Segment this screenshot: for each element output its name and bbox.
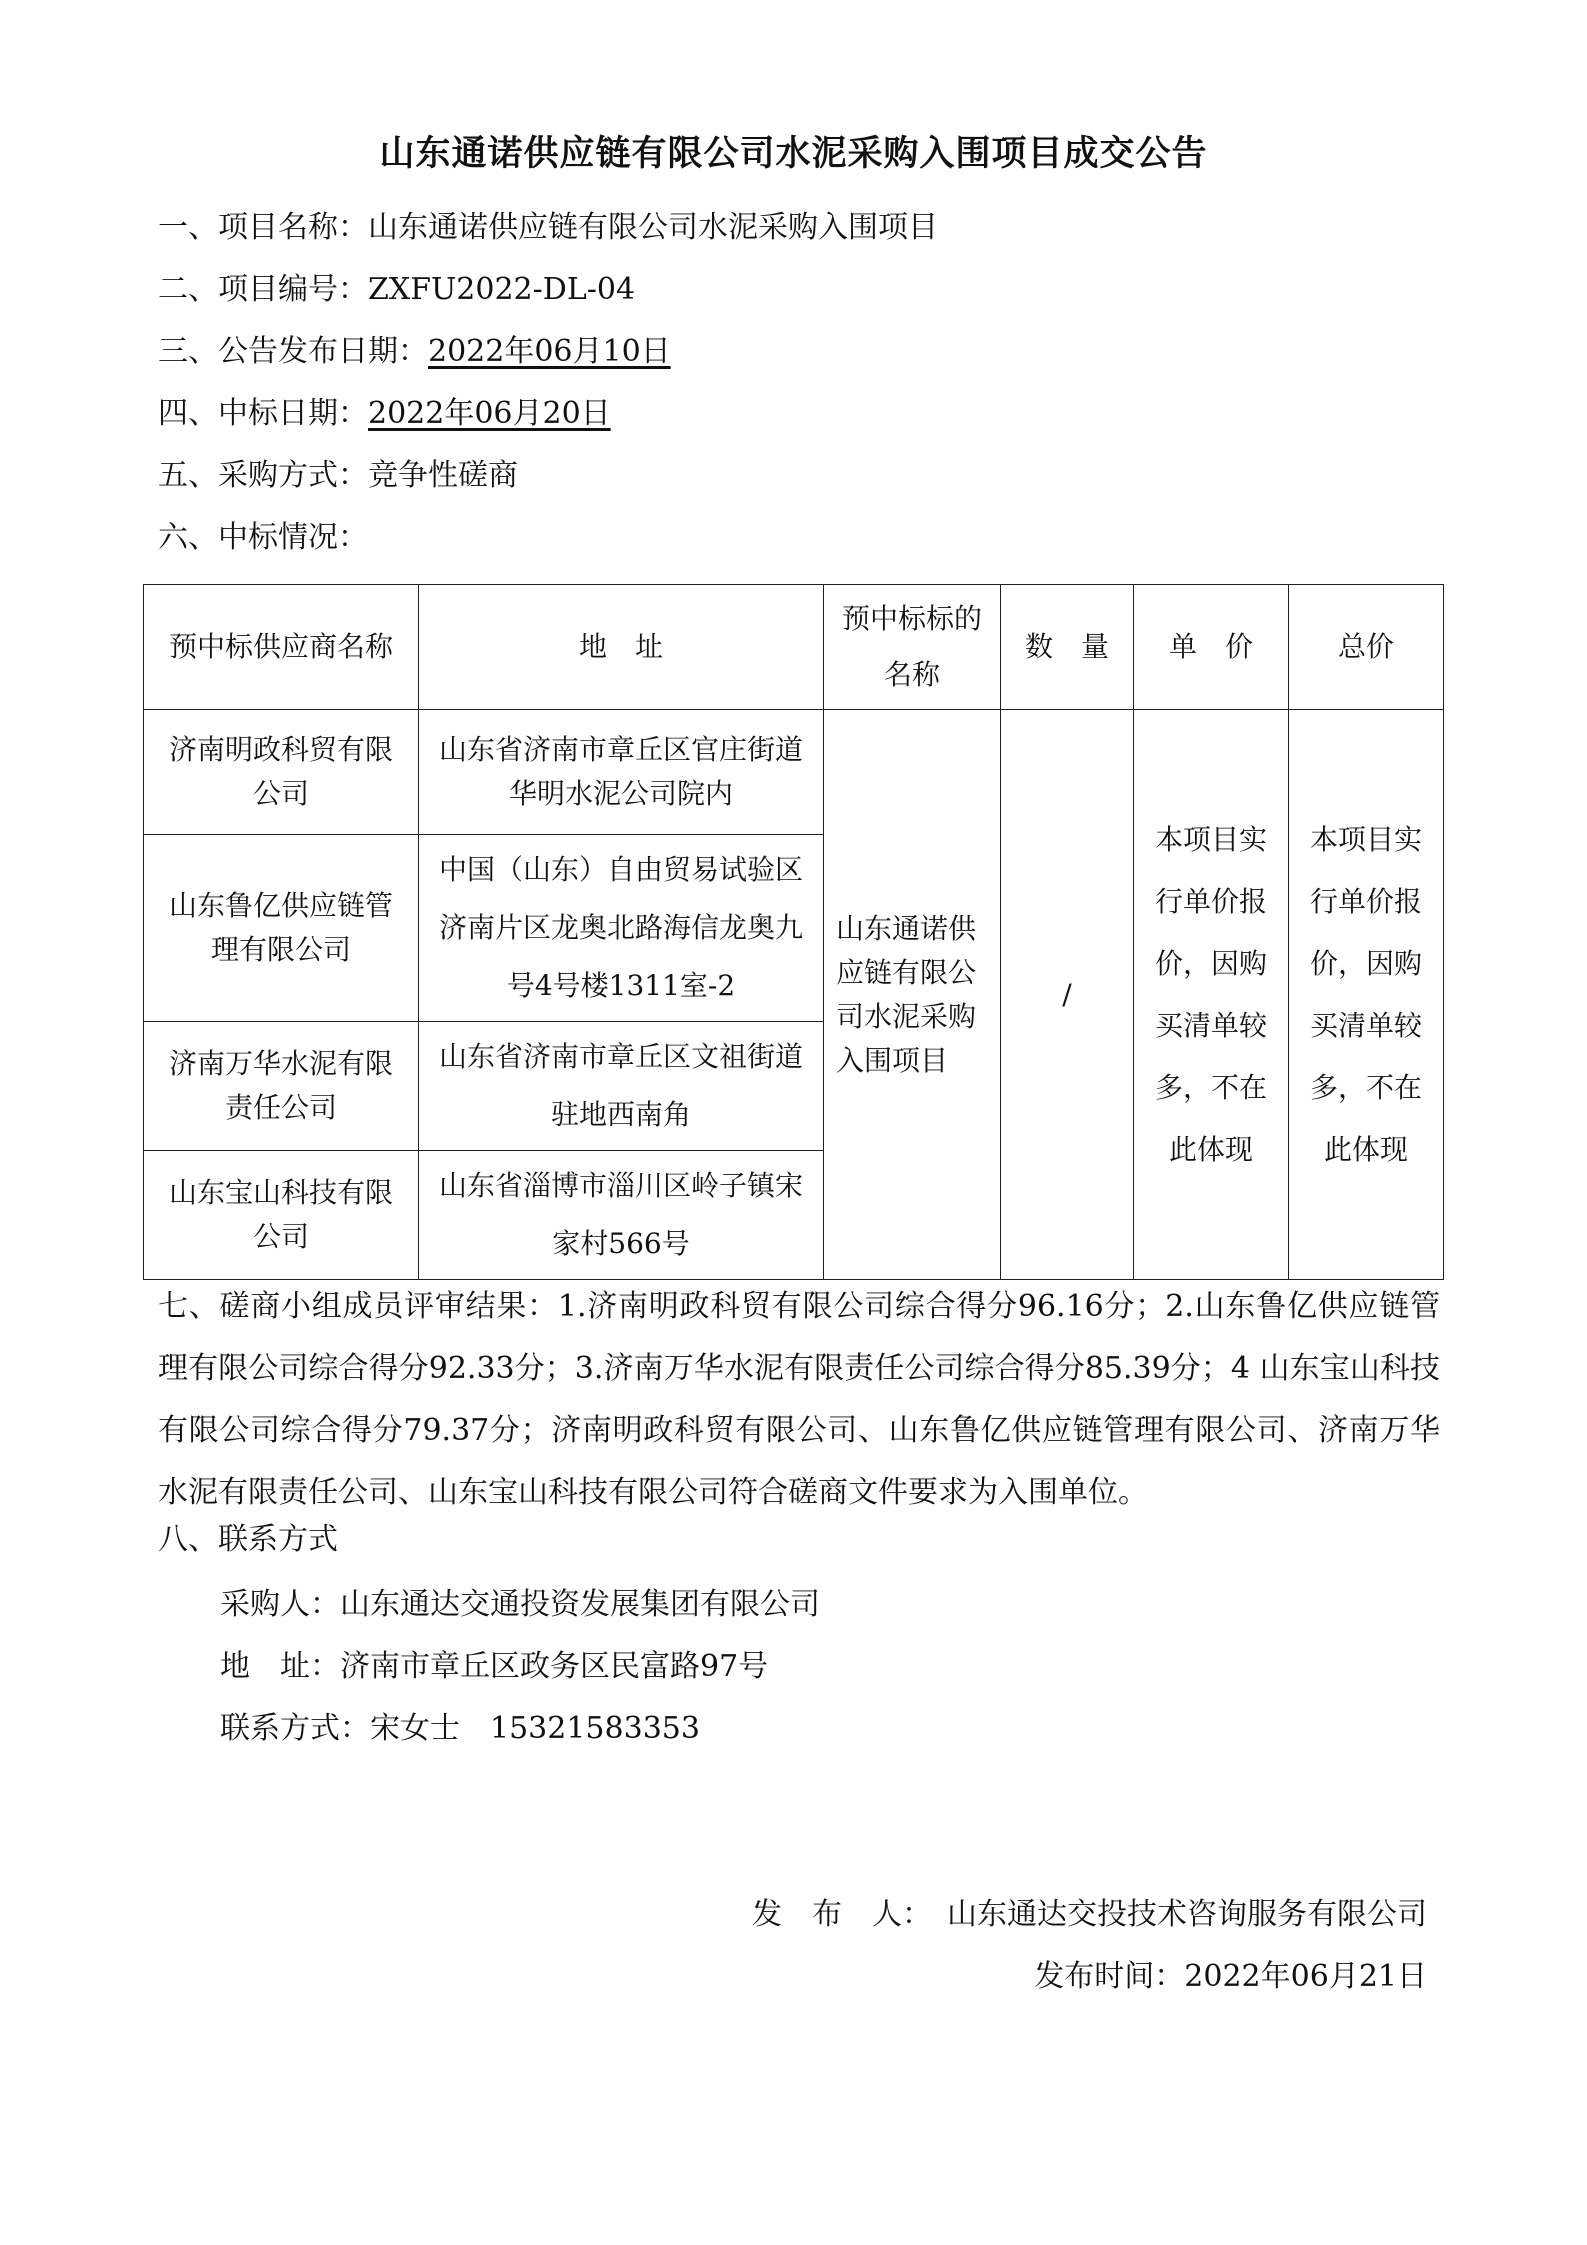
- method-label: 五、采购方式：: [158, 458, 368, 493]
- header-subject: 预中标标的名称: [824, 585, 1001, 710]
- publish-date-line: [158, 332, 671, 372]
- contact-phone-line: 联系方式：宋女士 15321583353: [220, 1711, 700, 1746]
- buyer-address-line: 地 址：济南市章丘区政务区民富路97号: [220, 1649, 769, 1684]
- address-cell: 山东省济南市章丘区官庄街道华明水泥公司院内: [419, 710, 824, 835]
- header-supplier: 预中标供应商名称: [144, 585, 419, 710]
- method-line: [158, 456, 518, 496]
- buyer-line: 采购人：山东通达交通投资发展集团有限公司: [220, 1587, 820, 1622]
- project-code-label: 二、项目编号：: [158, 272, 368, 307]
- supplier-cell: 济南明政科贸有限公司: [144, 710, 419, 835]
- address-cell: 中国（山东）自由贸易试验区济南片区龙奥北路海信龙奥九号4号楼1311室-2: [419, 835, 824, 1022]
- review-result-paragraph: 七、磋商小组成员评审结果：1.济南明政科贸有限公司综合得分96.16分；2.山东鲁亿供应链管理有限公司综合得分92.33分；3.济南万华水泥有限责任公司综合得分85.39分；4 山东宝山科技有限公司综合得分79.37分；济南明政科贸有限公司、山东鲁亿供应链管理有限公司、济南万华水泥有限责任公司、山东宝山科技有限公司符合磋商文件要求为入围单位。: [158, 1289, 1440, 1510]
- quantity-cell: /: [1001, 710, 1134, 1280]
- header-address: 地 址: [419, 585, 824, 710]
- supplier-cell: 山东宝山科技有限公司: [144, 1151, 419, 1280]
- header-total-price: 总价: [1289, 585, 1444, 710]
- award-heading: 六、中标情况：: [158, 520, 368, 555]
- award-table: [143, 584, 1444, 1280]
- supplier-cell: 山东鲁亿供应链管理有限公司: [144, 835, 419, 1022]
- contact-heading: 八、联系方式: [158, 1522, 338, 1557]
- award-date-line: [158, 394, 611, 434]
- project-name-line: [158, 208, 938, 248]
- header-quantity: 数 量: [1001, 585, 1134, 710]
- publish-date-label: 三、公告发布日期：: [158, 334, 428, 369]
- total-price-cell: 本项目实行单价报价，因购买清单较多，不在此体现: [1289, 710, 1444, 1280]
- unit-price-cell: 本项目实行单价报价，因购买清单较多，不在此体现: [1134, 710, 1289, 1280]
- address-cell: 山东省济南市章丘区文祖街道驻地西南角: [419, 1022, 824, 1151]
- table-row: [144, 710, 1444, 835]
- address-cell: 山东省淄博市淄川区岭子镇宋家村566号: [419, 1151, 824, 1280]
- project-code-line: [158, 270, 635, 310]
- publisher-line: 发 布 人： 山东通达交投技术咨询服务有限公司: [752, 1897, 1427, 1932]
- project-name-value: 山东通诺供应链有限公司水泥采购入围项目: [368, 210, 938, 245]
- notice-title: 山东通诺供应链有限公司水泥采购入围项目成交公告: [379, 133, 1208, 174]
- method-value: 竞争性磋商: [368, 458, 518, 493]
- header-unit-price: 单 价: [1134, 585, 1289, 710]
- table-header-row: [144, 585, 1444, 710]
- supplier-cell: 济南万华水泥有限责任公司: [144, 1022, 419, 1151]
- publish-date-value: 2022年06月10日: [428, 334, 671, 369]
- subject-cell: 山东通诺供应链有限公司水泥采购入围项目: [824, 710, 1001, 1280]
- project-code-value: ZXFU2022-DL-04: [368, 272, 636, 307]
- project-name-label: 一、项目名称：: [158, 210, 368, 245]
- award-date-value: 2022年06月20日: [368, 396, 611, 431]
- award-date-label: 四、中标日期：: [158, 396, 368, 431]
- publish-time-line: 发布时间：2022年06月21日: [1034, 1959, 1427, 1994]
